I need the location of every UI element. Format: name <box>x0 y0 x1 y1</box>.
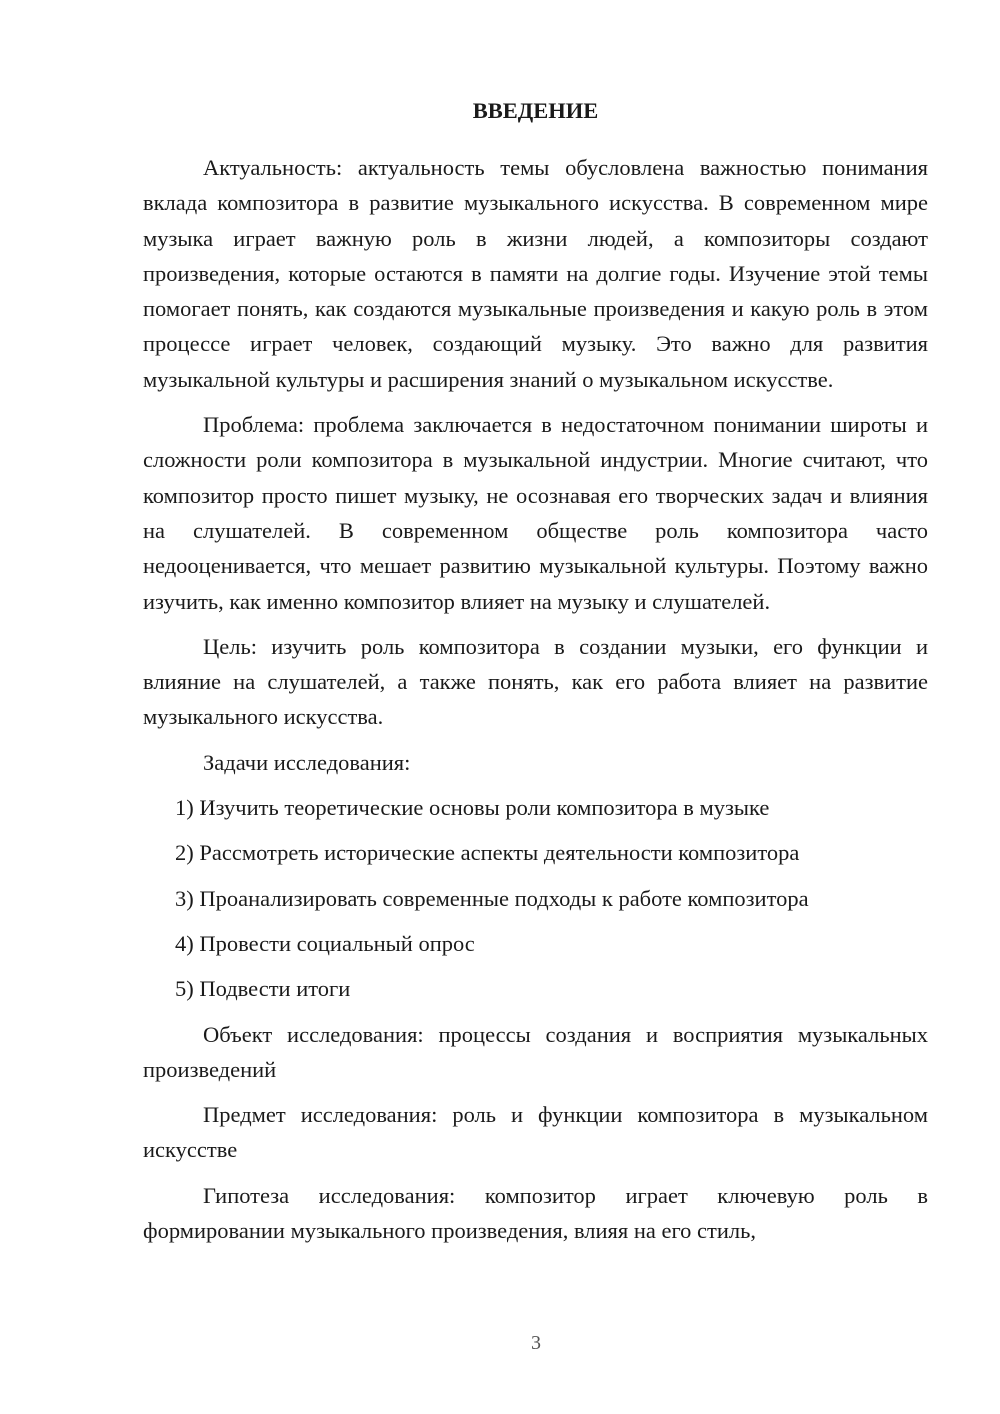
hypothesis-paragraph: Гипотеза исследования: композитор играет ключевую роль в формировании музыкального произведения, влияя на его стиль, <box>143 1182 928 1244</box>
task-item-1: 1) Изучить теоретические основы роли композитора в музыке <box>175 795 770 821</box>
task-item-3: 3) Проанализировать современные подходы к работе композитора <box>175 885 809 911</box>
relevance-paragraph: Актуальность: актуальность темы обусловлена важностью понимания вклада композитора в развитие музыкального искусства. В современном мире музыка играет важную роль в жизни людей, а композиторы создают произведения, которые остаются в памяти на долгие годы. Изучение этой темы помогает понять, как создаются музыкальные произведения и какую роль в этом процессе играет человек, создающий музыку. Это важно для развития музыкальной культуры и расширения знаний о музыкальном искусстве. <box>143 155 928 392</box>
section-title: ВВЕДЕНИЕ <box>472 98 599 123</box>
tasks-list <box>143 790 928 1006</box>
subject-paragraph: Предмет исследования: роль и функции композитора в музыкальном искусстве <box>143 1102 928 1163</box>
goal-paragraph: Цель: изучить роль композитора в создании музыки, его функции и влияние на слушателей, а также понять, как его работа влияет на развитие музыкального искусства. <box>143 633 928 730</box>
page-number: 3 <box>531 1332 541 1354</box>
page-body <box>143 92 928 1258</box>
tasks-label: Задачи исследования: <box>203 749 411 775</box>
task-item-4: 4) Провести социальный опрос <box>175 930 475 956</box>
page-number-container <box>0 1332 1000 1355</box>
task-item-2: 2) Рассмотреть исторические аспекты деятельности композитора <box>175 840 800 866</box>
object-paragraph: Объект исследования: процессы создания и восприятия музыкальных произведений <box>143 1021 928 1082</box>
problem-paragraph: Проблема: проблема заключается в недостаточном понимании широты и сложности роли композитора в музыкальной индустрии. Многие считают, что композитор просто пишет музыку, не осознавая его творческих задач и влияния на слушателей. В современном обществе роль композитора часто недооценивается, что мешает развитию музыкальной культуры. Поэтому важно изучить, как именно композитор влияет на музыку и слушателей. <box>143 412 928 614</box>
task-item-5: 5) Подвести итоги <box>175 976 351 1002</box>
